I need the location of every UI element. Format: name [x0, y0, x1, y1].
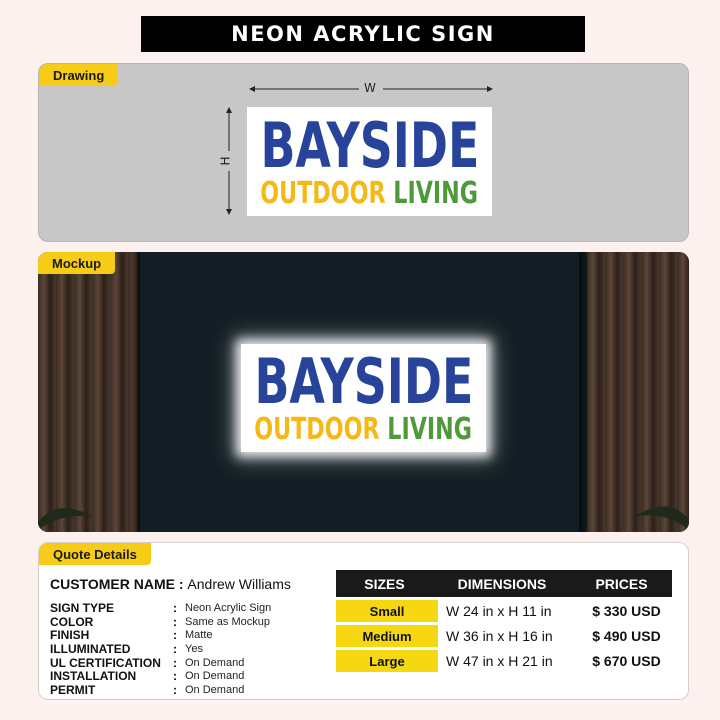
table-row: [336, 600, 672, 622]
spec-row: FINISH : Matte: [50, 628, 213, 643]
mockup-panel: [38, 252, 689, 532]
spec-value: On Demand: [185, 683, 245, 696]
page-title: NEON ACRYLIC SIGN: [141, 16, 585, 52]
spec-key: ILLUMINATED: [50, 641, 131, 656]
drawing-tag: Drawing: [39, 64, 118, 86]
dimension-cell: W 47 in x H 21 in: [446, 653, 553, 669]
table-row: [336, 650, 672, 672]
width-label: W: [364, 81, 376, 95]
dimension-cell: W 36 in x H 16 in: [446, 628, 553, 644]
table-row: [336, 625, 672, 647]
size-cell: Medium: [336, 625, 438, 647]
wall-shadow-left: [130, 252, 140, 532]
sign-line-bayside: BAYSIDE: [260, 108, 479, 182]
spec-key: SIGN TYPE: [50, 600, 115, 615]
sign-drawing: [247, 107, 492, 216]
customer-name-value: Andrew Williams: [187, 576, 291, 592]
sign-word-outdoor: OUTDOOR: [260, 175, 386, 211]
mockup-line-bayside: BAYSIDE: [254, 345, 473, 418]
mockup-word-living: LIVING: [387, 412, 473, 447]
spec-value: Matte: [185, 629, 213, 642]
mockup-tag: Mockup: [38, 252, 115, 274]
wall-shadow-right: [579, 252, 589, 532]
price-cell: $ 330 USD: [592, 603, 661, 619]
size-cell: Small: [336, 600, 438, 622]
dimension-cell: W 24 in x H 11 in: [446, 603, 552, 619]
mockup-word-outdoor: OUTDOOR: [254, 412, 380, 447]
sign-word-living: LIVING: [393, 175, 479, 211]
price-cell: $ 670 USD: [592, 653, 661, 669]
size-cell: Large: [336, 650, 438, 672]
spec-value: On Demand: [185, 670, 245, 683]
spec-key: UL CERTIFICATION: [50, 655, 161, 670]
spec-list: [50, 601, 310, 697]
spec-row: UL CERTIFICATION : On Demand: [50, 655, 245, 670]
spec-key: FINISH: [50, 628, 90, 643]
quote-panel: [38, 542, 689, 700]
drawing-panel: [38, 63, 689, 242]
header-prices: PRICES: [595, 575, 648, 592]
quote-tag: Quote Details: [39, 543, 151, 565]
customer-name: CUSTOMER NAME : Andrew Williams: [50, 576, 291, 592]
spec-value: Yes: [185, 642, 203, 655]
height-label: H: [218, 156, 233, 166]
spec-key: COLOR: [50, 614, 94, 629]
header-sizes: SIZES: [364, 575, 405, 592]
spec-row: ILLUMINATED : Yes: [50, 641, 203, 656]
price-cell: $ 490 USD: [592, 628, 661, 644]
spec-row: COLOR : Same as Mockup: [50, 614, 270, 629]
wood-wall-right: [587, 252, 689, 532]
spec-key: PERMIT: [50, 682, 96, 697]
spec-row: PERMIT : On Demand: [50, 682, 245, 697]
plant-leaf-right-icon: [629, 492, 689, 532]
price-table: [336, 570, 672, 672]
header-dimensions: DIMENSIONS: [457, 575, 547, 592]
plant-leaf-left-icon: [38, 492, 98, 532]
spec-row: SIGN TYPE : Neon Acrylic Sign: [50, 600, 272, 615]
sign-mockup: [241, 344, 486, 452]
price-table-header: [336, 570, 672, 597]
spec-value: On Demand: [185, 656, 245, 669]
spec-value: Neon Acrylic Sign: [185, 601, 272, 614]
sign-line-outdoor-living: [260, 175, 479, 211]
customer-name-label: CUSTOMER NAME: [50, 576, 175, 592]
spec-row: INSTALLATION : On Demand: [50, 669, 245, 684]
spec-key: INSTALLATION: [50, 669, 137, 684]
mockup-line-outdoor-living: [254, 412, 473, 447]
spec-value: Same as Mockup: [185, 615, 270, 628]
wood-wall-left: [38, 252, 138, 532]
